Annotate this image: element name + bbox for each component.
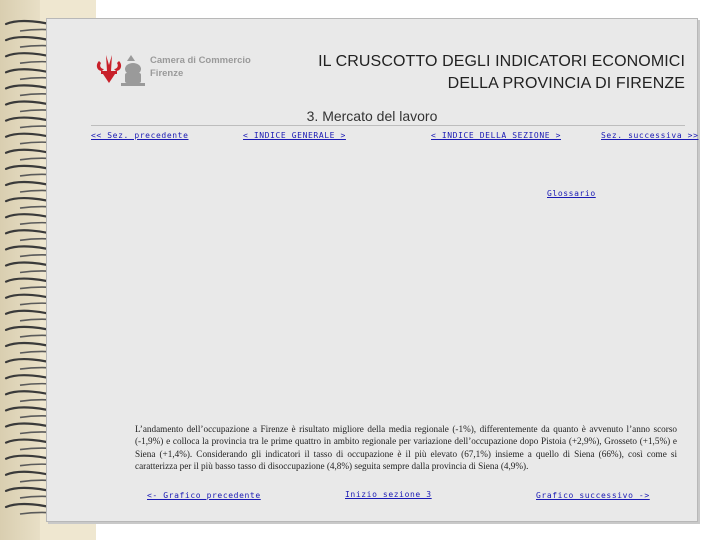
general-index-link[interactable]: < INDICE GENERALE > (243, 131, 346, 140)
title-line2: DELLA PROVINCIA DI FIRENZE (447, 75, 685, 92)
org-name (150, 54, 251, 80)
section-index-link[interactable]: < INDICE DELLA SEZIONE > (431, 131, 561, 140)
section-title: 3. Mercato del lavoro (306, 108, 438, 124)
title-line1: IL CRUSCOTTO DEGLI INDICATORI ECONOMICI (318, 53, 685, 70)
next-section-link[interactable]: Sez. successiva >> (601, 131, 699, 140)
glossary-link[interactable]: Glossario (547, 189, 596, 198)
section-start-link[interactable]: Inizio sezione 3 (345, 490, 432, 499)
org-name-line1: Camera di Commercio (150, 55, 251, 66)
org-name-line2: Firenze (150, 68, 184, 79)
description-paragraph: L’andamento dell’occupazione a Firenze è risultato migliore della media regionale (-1%), differentemente da quanto è avvenuto l’anno scorso (-1,9%) e colloca la provincia tra le prime quattro in ambito regionale per variazione dell’occupazione dopo Pistoia (+2,9%), Grosseto (+1,5%) e Siena (+1,4%). Considerando gli indicatori il tasso di occupazione è il più elevato (67,1%) insieme a quello di Siena (66%), così come si caratterizza per il più basso tasso di disoccupazione (4,8%) seguita sempre dalla provincia di Siena (4,9%). (135, 424, 677, 471)
slide-page (46, 18, 698, 522)
divider (91, 125, 685, 126)
prev-section-link[interactable]: << Sez. precedente (91, 131, 189, 140)
next-chart-link[interactable]: Grafico successivo -> (536, 491, 650, 500)
prev-chart-link[interactable]: <- Grafico precedente (147, 491, 261, 500)
page-title (245, 51, 685, 95)
